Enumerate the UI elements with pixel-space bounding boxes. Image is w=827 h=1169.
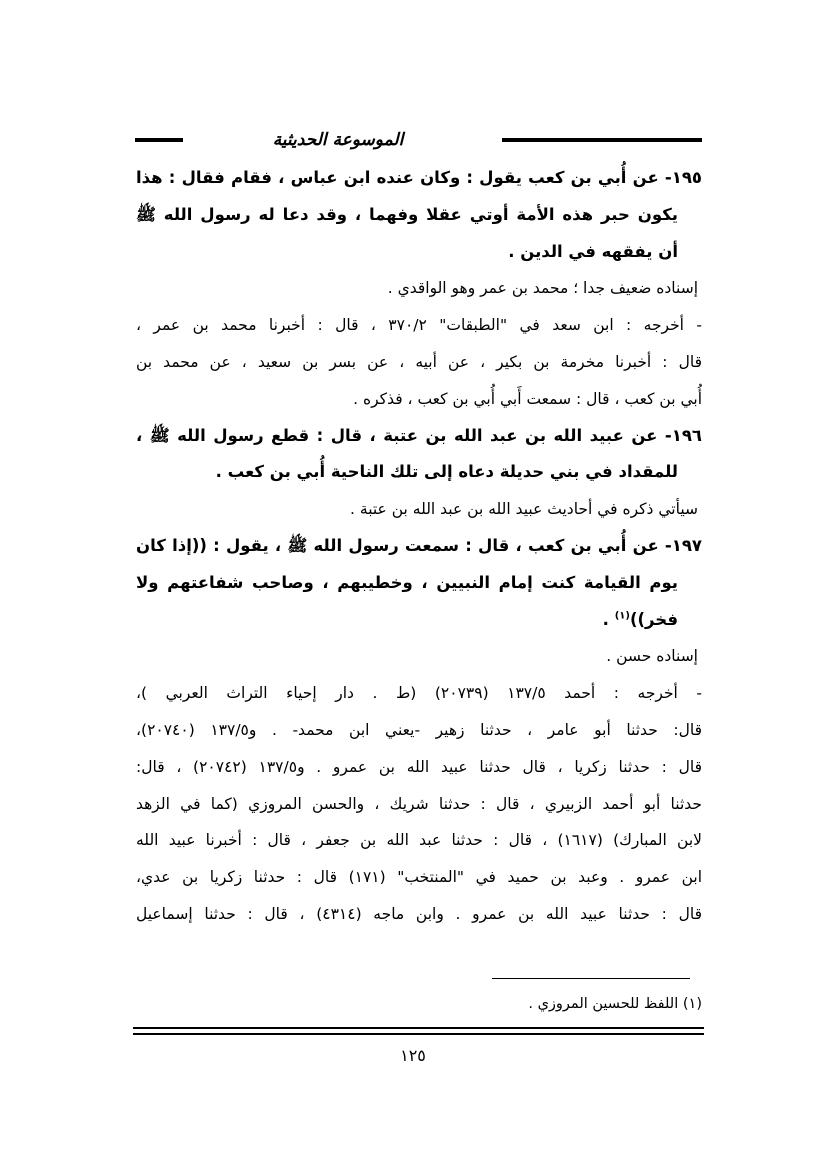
hadith-195-takhrij-line-1: - أخرجه : ابن سعد في "الطبقات" ٣٧٠/٢ ، قال : أخبرنا محمد بن عمر ، — [136, 316, 702, 335]
hadith-197-takhrij-line-7: قال : حدثنا عبيد الله بن عمرو . وابن ماجه (٤٣١٤) ، قال : حدثنا إسماعيل — [136, 904, 702, 923]
hadith-195-line-2: يكون حبر هذه الأمة أوتي عقلا وفهما ، وقد دعا له رسول الله ﷺ — [136, 204, 678, 224]
hadith-195-grading: إسناده ضعيف جدا ؛ محمد بن عمر وهو الواقدي . — [387, 279, 698, 298]
hadith-197-takhrij-line-4: حدثنا أبو أحمد الزبيري ، قال : حدثنا شريك ، والحسن المروزي (كما في الزهد — [136, 794, 702, 813]
hadith-197-takhrij-line-1: - أخرجه : أحمد ١٣٧/٥ (٢٠٧٣٩) (ط . دار إحياء التراث العربي )، — [136, 684, 702, 703]
hadith-197-takhrij-line-5: لابن المبارك) (١٦١٧) ، قال : حدثنا عبد الله بن جعفر ، قال : أخبرنا عبيد الله — [136, 831, 702, 850]
hadith-197-grading: إسناده حسن . — [606, 647, 698, 666]
hadith-197-line-3-text: فخر)) — [629, 609, 678, 629]
hadith-197-takhrij-line-3: قال : حدثنا زكريا ، قال حدثنا عبيد الله بن عمرو . و١٣٧/٥ (٢٠٧٤٢) ، قال: — [136, 757, 702, 776]
header-rule-right — [502, 138, 702, 142]
hadith-197-takhrij-line-2: قال: حدثنا أبو عامر ، حدثنا زهير -يعني ابن محمد- . و١٣٧/٥ (٢٠٧٤٠)، — [136, 720, 702, 739]
running-header — [135, 128, 702, 152]
main-text — [136, 160, 702, 933]
hadith-195-takhrij-line-2: قال : أخبرنا مخرمة بن بكير ، عن أبيه ، عن بسر بن سعيد ، عن محمد بن — [136, 352, 702, 371]
line-end-dot: . — [602, 609, 615, 629]
hadith-196-line-2: للمقداد في بني حديلة دعاه إلى تلك الناحية أُبي بن كعب . — [215, 462, 678, 482]
hadith-195-line-3: أن يفقهه في الدين . — [508, 241, 678, 261]
hadith-196-line-1: ١٩٦- عن عبيد الله بن عبد الله بن عتبة ، قال : قطع رسول الله ﷺ ، — [136, 425, 702, 445]
bottom-rule-top — [133, 1027, 704, 1029]
hadith-196-note: سيأتي ذكره في أحاديث عبيد الله بن عبد الله بن عتبة . — [350, 500, 698, 519]
hadith-195-takhrij-line-3: أُبي بن كعب ، قال : سمعت أَبي أُبي بن كعب ، فذكره . — [353, 389, 702, 408]
hadith-197-takhrij-line-6: ابن عمرو . وعبد بن حميد في "المنتخب" (١٧١) قال : حدثنا زكريا بن عدي، — [136, 868, 702, 887]
footnote-reference[interactable]: (١) — [614, 610, 630, 622]
footnote-separator — [492, 978, 690, 979]
hadith-197-line-3 — [136, 602, 702, 639]
footnote-text: (١) اللفظ للحسين المروزي . — [528, 996, 702, 1012]
header-rule-left — [135, 138, 183, 142]
hadith-195-line-1: ١٩٥- عن أُبي بن كعب يقول : وكان عنده ابن عباس ، فقام فقال : هذا — [136, 168, 702, 187]
page-title: الموسوعة الحديثية — [272, 130, 404, 150]
hadith-197-line-1: ١٩٧- عن أُبي بن كعب ، قال : سمعت رسول الله ﷺ ، يقول : ((إذا كان — [136, 535, 702, 555]
page-number: ١٢٥ — [400, 1046, 426, 1065]
hadith-197-line-2: يوم القيامة كنت إمام النبيين ، وخطيبهم ، وصاحب شفاعتهم ولا — [136, 572, 678, 592]
bottom-rule-bottom — [133, 1033, 704, 1035]
